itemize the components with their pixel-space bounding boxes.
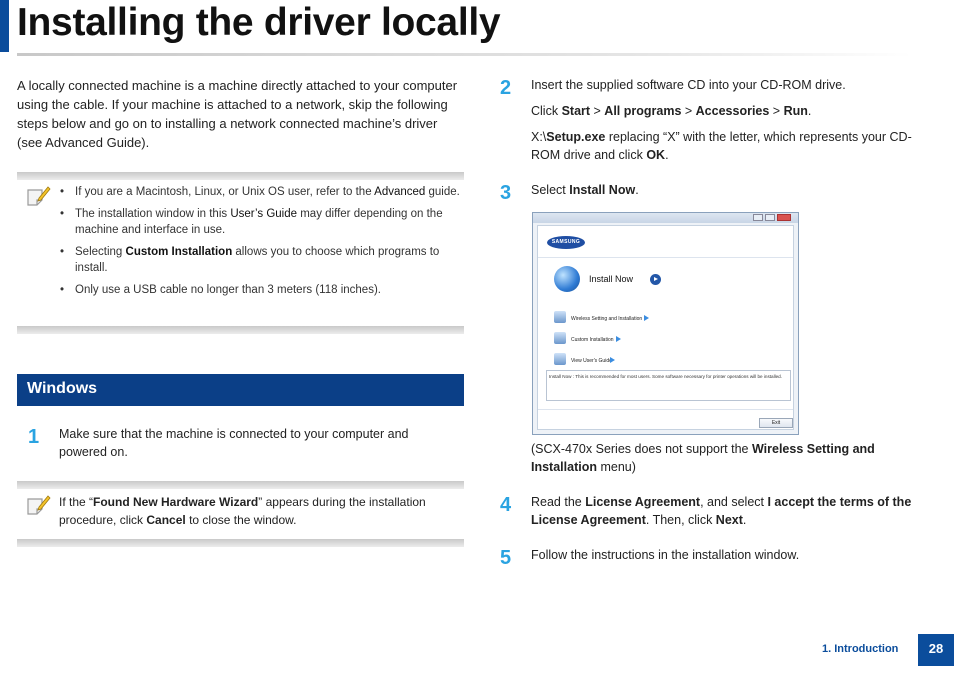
- close-icon: [777, 214, 791, 221]
- menu-item-custom[interactable]: Custom Installation: [571, 337, 614, 343]
- step-text: Read the License Agreement, and select I accept the terms of the License Agreement. Then, click Next.: [531, 495, 912, 527]
- step-text: Click Start > All programs > Accessories > Run.: [531, 104, 812, 118]
- section-heading-windows: Windows: [17, 374, 464, 406]
- note-box: [17, 172, 464, 334]
- arrow-right-icon[interactable]: [616, 336, 621, 342]
- title-divider: [17, 53, 912, 56]
- note-top-bar: [17, 172, 464, 180]
- step-number: 2: [500, 77, 512, 99]
- step-text: Follow the instructions in the installation window.: [531, 548, 800, 562]
- guide-icon: [554, 353, 566, 365]
- pencil-note-icon: [25, 184, 51, 210]
- list-item: • Only use a USB cable no longer than 3 meters (118 inches).: [60, 284, 381, 296]
- step-text: X:\Setup.exe replacing “X” with the letter, which represents your CD-ROM drive and click OK.: [531, 130, 912, 162]
- step-number: 1: [28, 426, 40, 448]
- samsung-logo: SAMSUNG: [547, 236, 585, 249]
- note-box: [17, 481, 464, 547]
- arrow-right-icon[interactable]: [610, 357, 615, 363]
- arrow-right-icon[interactable]: [644, 315, 649, 321]
- page-title: Installing the driver locally: [17, 1, 501, 44]
- step-number: 3: [500, 182, 512, 204]
- page-number: 28: [918, 634, 954, 666]
- menu-item-guide[interactable]: View User's Guide: [571, 358, 612, 364]
- screenshot-caption: (SCX-470x Series does not support the Wireless Setting and Installation menu): [531, 442, 875, 474]
- install-now-option[interactable]: Install Now: [589, 274, 634, 284]
- divider: [538, 409, 793, 410]
- note-text: If the “Found New Hardware Wizard” appears during the installation procedure, click Cancel to close the window.: [59, 495, 426, 527]
- arrow-right-icon[interactable]: [650, 274, 661, 285]
- wireless-icon: [554, 311, 566, 323]
- footer-chapter-label: 1. Introduction: [822, 643, 899, 655]
- step-text: Select Install Now.: [531, 183, 639, 197]
- installer-panel: [537, 225, 794, 430]
- maximize-icon: [765, 214, 775, 221]
- list-item: • The installation window in this User’s Guide may differ depending on the machine and interface in use.: [60, 208, 443, 236]
- step-text: Insert the supplied software CD into your CD-ROM drive.: [531, 78, 846, 92]
- note-top-bar: [17, 481, 464, 489]
- pencil-note-icon: [25, 493, 51, 519]
- list-item: • Selecting Custom Installation allows you to choose which programs to install.: [60, 246, 440, 274]
- description-box: Install Now : This is recommended for most users. Some software necessary for printer operations will be installed.: [546, 370, 791, 401]
- custom-install-icon: [554, 332, 566, 344]
- menu-item-wireless[interactable]: Wireless Setting and Installation: [571, 316, 643, 322]
- chapter-color-bar: [0, 0, 9, 52]
- divider: [538, 257, 793, 258]
- minimize-icon: [753, 214, 763, 221]
- note-bottom-bar: [17, 539, 464, 547]
- step-number: 4: [500, 494, 512, 516]
- step-text: Make sure that the machine is connected to your computer and powered on.: [59, 427, 409, 459]
- step-number: 5: [500, 547, 512, 569]
- exit-button[interactable]: Exit: [759, 418, 793, 428]
- intro-paragraph: A locally connected machine is a machine directly attached to your computer using the cable. If your machine is attached to a network, skip the following steps below and go on to installing a network connected machine’s driver (see Advanced Guide).: [17, 78, 458, 150]
- note-bottom-bar: [17, 326, 464, 334]
- globe-icon: [554, 266, 580, 292]
- installer-screenshot: [532, 212, 799, 435]
- list-item: • If you are a Macintosh, Linux, or Unix OS user, refer to the Advanced guide.: [60, 186, 460, 198]
- window-titlebar: [533, 213, 798, 223]
- note-list: [59, 184, 464, 304]
